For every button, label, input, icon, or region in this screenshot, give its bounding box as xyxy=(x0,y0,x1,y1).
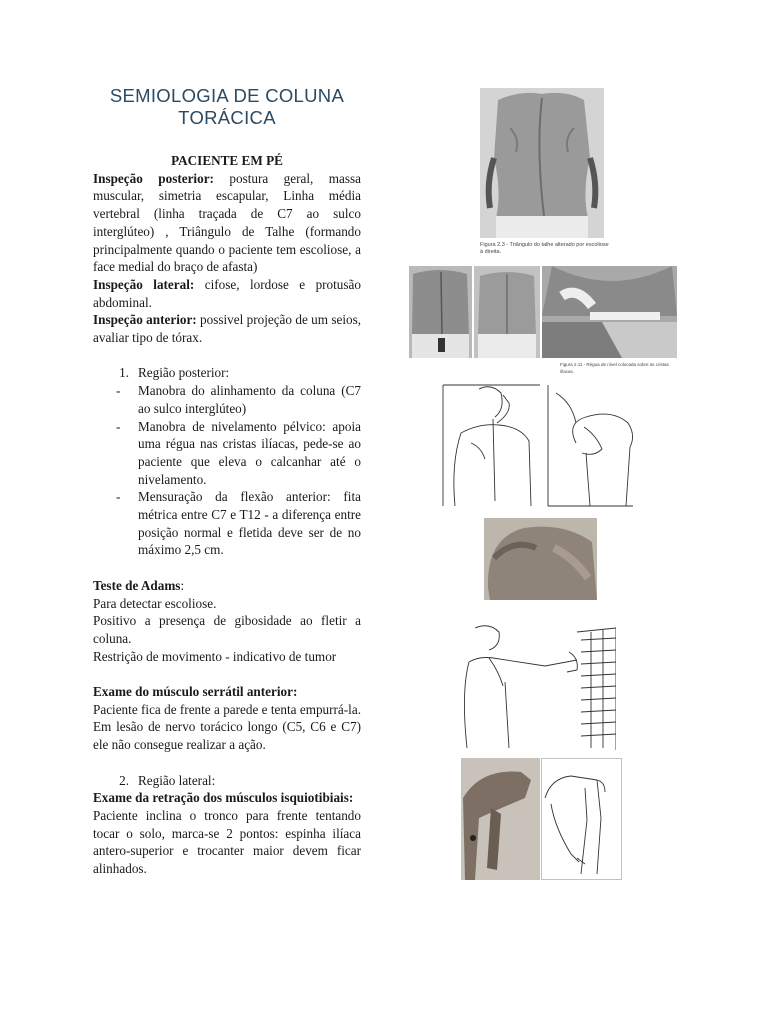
adams-line: Para detectar escoliose. xyxy=(93,595,217,611)
list-item-regiao-posterior xyxy=(93,364,361,382)
figure-caption: Figura 2.11 - Régua de nível colocada sobre as cristas ilíacas. xyxy=(560,362,669,374)
photo-plumb-line xyxy=(474,266,540,358)
inspecao-posterior xyxy=(93,170,361,276)
drawing-forward-bend xyxy=(546,383,635,508)
photo-spine-line xyxy=(409,266,472,358)
isquiotibiais-heading: Exame da retração dos músculos isquiotibiais: xyxy=(93,790,354,806)
inspecao-anterior xyxy=(93,311,361,346)
drawing-serratus-wall xyxy=(459,622,616,750)
photo-adams-test xyxy=(484,518,597,600)
drawing-hamstring-bend xyxy=(541,758,622,880)
text-column xyxy=(93,152,361,878)
photo-back-scoliosis xyxy=(480,88,604,238)
serratil-text: Paciente fica de frente a parede e tenta empurrá-la. Em lesão de nervo torácico longo (C5, C6 e C7) ele não consegue realizar a ação. xyxy=(93,701,361,753)
adams-line: Restrição de movimento - indicativo de tumor xyxy=(93,648,337,664)
inspecao-lateral xyxy=(93,276,361,311)
inspecao-posterior-label: Inspeção posterior: xyxy=(93,170,214,186)
inspecao-lateral-text: cifose, lordose e protusão abdominal. xyxy=(93,276,361,310)
teste-adams-label: Teste de Adams xyxy=(93,577,181,593)
list-item: - Manobra do alinhamento da coluna (C7 ao sulco interglúteo) xyxy=(116,383,361,416)
inspecao-anterior-text: possivel projeção de um seios, avaliar tipo de tórax. xyxy=(93,312,362,346)
inspecao-posterior-text: postura geral, massa muscular, simetria escapular, Linha média vertebral (linha traçada de C7 ao sulco interglúteo) , Triângulo de Talhe (formando principalmente quando o paciente tem escoliose, a face medial do braço de afasta) xyxy=(93,170,361,275)
page-title-line2: TORÁCICA xyxy=(178,107,276,128)
inspecao-anterior-label: Inspeção anterior: xyxy=(93,312,197,328)
drawing-back-palpation xyxy=(441,383,542,508)
list-title: Região lateral: xyxy=(138,772,216,788)
list-item-text: Manobra de nivelamento pélvico: apoia uma régua nas cristas ilíacas, pede-se ao paciente que eleva o calcanhar até o nivelamento. xyxy=(138,418,361,487)
list-item-regiao-lateral xyxy=(93,772,361,790)
photo-pelvic-level xyxy=(542,266,677,358)
list-item-text: Manobra do alinhamento da coluna (C7 ao sulco interglúteo) xyxy=(138,383,361,416)
isquiotibiais-text: Paciente inclina o tronco para frente tentando tocar o solo, marca-se 2 pontos: espinha ilíaca antero-superior e trocanter maior devem ficar alinhados. xyxy=(93,807,361,877)
list-title: Região posterior: xyxy=(138,365,230,381)
serratil-heading: Exame do músculo serrátil anterior: xyxy=(93,684,298,700)
section-heading: PACIENTE EM PÉ xyxy=(171,153,283,168)
list-marker: 1. xyxy=(119,365,129,381)
inspecao-lateral-label: Inspeção lateral: xyxy=(93,276,195,292)
teste-adams-heading: Teste de Adams: xyxy=(93,577,185,593)
list-item: - Mensuração da flexão anterior: fita métrica entre C7 e T12 - a diferença entre posição normal e fletida deve ser de no máximo 2,5 cm. xyxy=(116,489,361,558)
list-item-text: Mensuração da flexão anterior: fita métrica entre C7 e T12 - a diferença entre posição normal e fletida deve ser de no máximo 2,5 cm. xyxy=(138,489,361,558)
page-title-line1: SEMIOLOGIA DE COLUNA xyxy=(109,85,345,106)
list-item: - Manobra de nivelamento pélvico: apoia uma régua nas cristas ilíacas, pede-se ao paciente que eleva o calcanhar até o nivelamento. xyxy=(116,418,361,487)
adams-line: Positivo a presença de gibosidade ao fletir a coluna. xyxy=(93,613,361,646)
photo-hamstring-test xyxy=(461,758,540,880)
figure-caption: Figura 2.3 - Triângulo do talhe alterado por escoliose à direita. xyxy=(480,242,609,255)
list-marker: 2. xyxy=(119,772,129,788)
